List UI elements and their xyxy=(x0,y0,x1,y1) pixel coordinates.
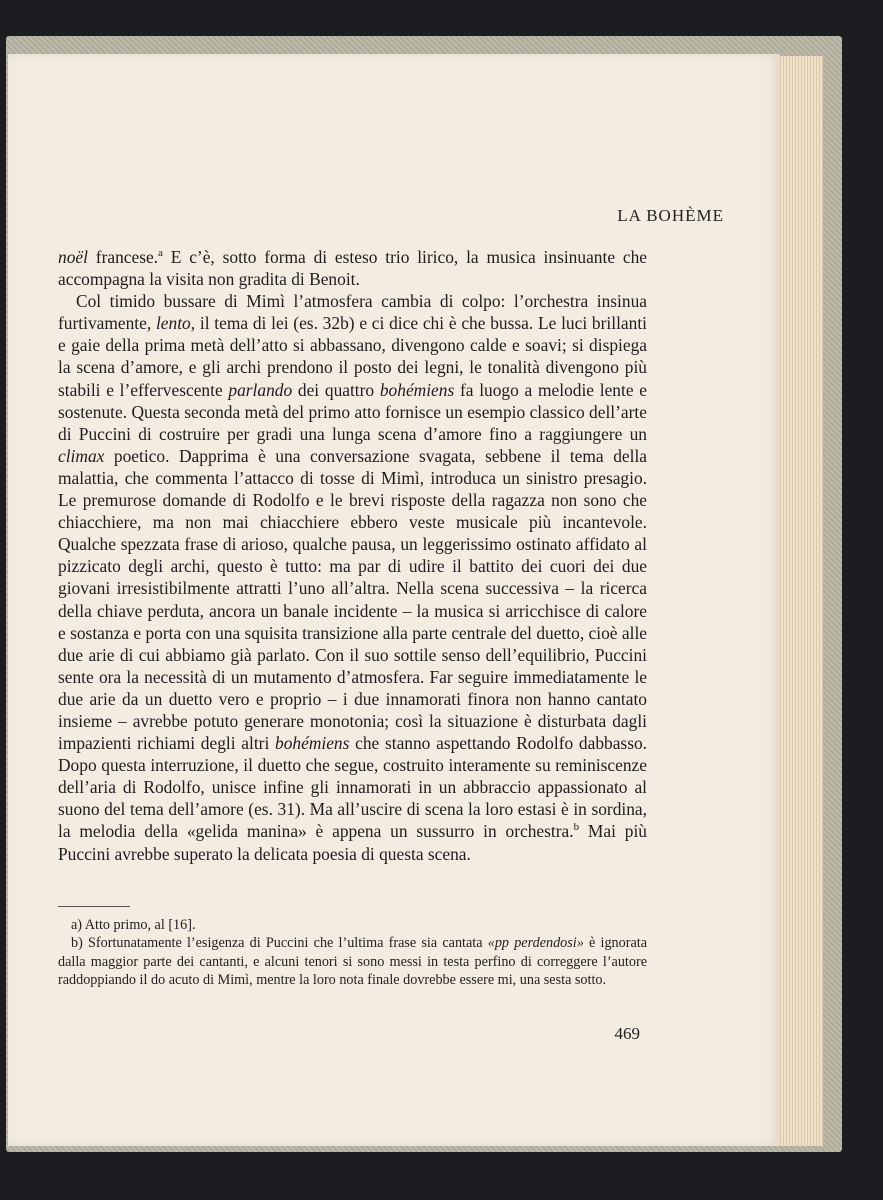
text-segment: lento xyxy=(155,313,191,334)
page-number: 469 xyxy=(614,1024,640,1043)
footnote xyxy=(58,916,647,934)
text-segment: poetico. Dapprima è una conversazione svagata, sebbene il tema della malattia, che commenta l’attacco di tosse di Mimì, introduca un sinistro presagio. Le premurose domande di Rodolfo e le brevi risposte della ragazza non sono che chiacchiere, ma non mai chiacchiere ebbero veste musicale più incantevole. Qualche spezzata frase di arioso, qualche pausa, un leggerissimo ostinato affidato al pizzicato degli archi, questo è tutto: ma par di udire il battito dei cuori dei due giovani irresistibilmente attratti l’uno all’altra. Nella scena successiva – la ricerca della chiave perduta, ancora un banale incidente – la musica si arricchisce di calore e sostanza e porta con una squisita transizione alla parte centrale del duetto, cioè alle due arie di cui abbiamo già parlato. Con il suo sottile senso dell’equilibrio, Puccini sente ora la necessità di un mutamento d’atmosfera. Far seguire immediatamente le due arie da un duetto vero e proprio – i due innamorati finora non hanno cantato insieme – avrebbe potuto generare monotonia; così la situazione è disturbata dagli impazienti richiami degli altri xyxy=(58,445,647,754)
text-segment: che stanno aspettando Rodolfo dabbasso. Dopo questa interruzione, il duetto che segue, costruito interamente su reminiscenze dell’aria di Rodolfo, unisce infine gli innamorati in un abbraccio appassionato al suono del tema dell’amore (es. 31). Ma all’uscire di scena la loro estasi è in sordina, la melodia della «gelida manina» è appena un sussurro in orchestra. xyxy=(58,733,648,842)
body-text xyxy=(58,246,647,865)
text-segment: , il tema di lei (es. 32b) e ci dice chi è che bussa. Le luci brillanti e gaie della prima metà dell’atto si abbassano, divengono calde e soavi; si dispiega la scena d’amore, e gli archi prendono il posto dei legni, le tonalità divengono più stabili e l’effervescente xyxy=(58,313,647,400)
paragraph xyxy=(58,246,647,290)
footnote-marker: b xyxy=(573,821,580,834)
text-segment: francese. xyxy=(87,247,159,267)
footnote xyxy=(58,934,647,989)
footnotes xyxy=(58,916,647,989)
running-header: LA BOHÈME xyxy=(617,206,724,225)
text-segment: Mai più Puccini avrebbe superato la delicata poesia di questa scena. xyxy=(58,821,647,864)
text-segment: fa luogo a melodie lente e sostenute. Questa seconda metà del primo atto fornisce un esempio classico dell’arte di Puccini di costruire per gradi una lunga scena d’amore fino a raggiungere un xyxy=(58,379,647,444)
text-segment: climax xyxy=(58,445,105,466)
text-segment: dei quattro xyxy=(292,379,380,400)
text-segment: «pp perdendosi» xyxy=(487,935,584,952)
text-segment: bohémiens xyxy=(275,733,350,754)
text-segment: bohémiens xyxy=(379,379,455,400)
text-segment: b) Sfortunatamente l’esigenza di Puccini che l’ultima frase sia cantata xyxy=(71,935,488,952)
paragraph xyxy=(58,290,647,864)
footnote-marker: a xyxy=(158,247,163,260)
text-segment: noël xyxy=(58,247,88,267)
text-segment: Col timido bussare di Mimì l’atmosfera cambia di colpo: l’orchestra insinua furtivamente, xyxy=(58,291,647,334)
text-segment: parlando xyxy=(228,379,293,400)
text-segment: è ignorata dalla maggior parte dei cantanti, e alcuni tenori si sono messi in testa perfino di correggere l’autore raddoppiando il do acuto di Mimì, mentre la loro nota finale dovrebbe essere mi, una sesta sotto. xyxy=(58,935,647,988)
text-segment: a) Atto primo, al [16]. xyxy=(71,917,196,933)
footnote-divider xyxy=(58,906,130,907)
book-page xyxy=(8,54,780,1146)
text-segment: E c’è, sotto forma di esteso trio lirico, la musica insinuante che accompagna la visita non gradita di Benoit. xyxy=(58,247,647,290)
